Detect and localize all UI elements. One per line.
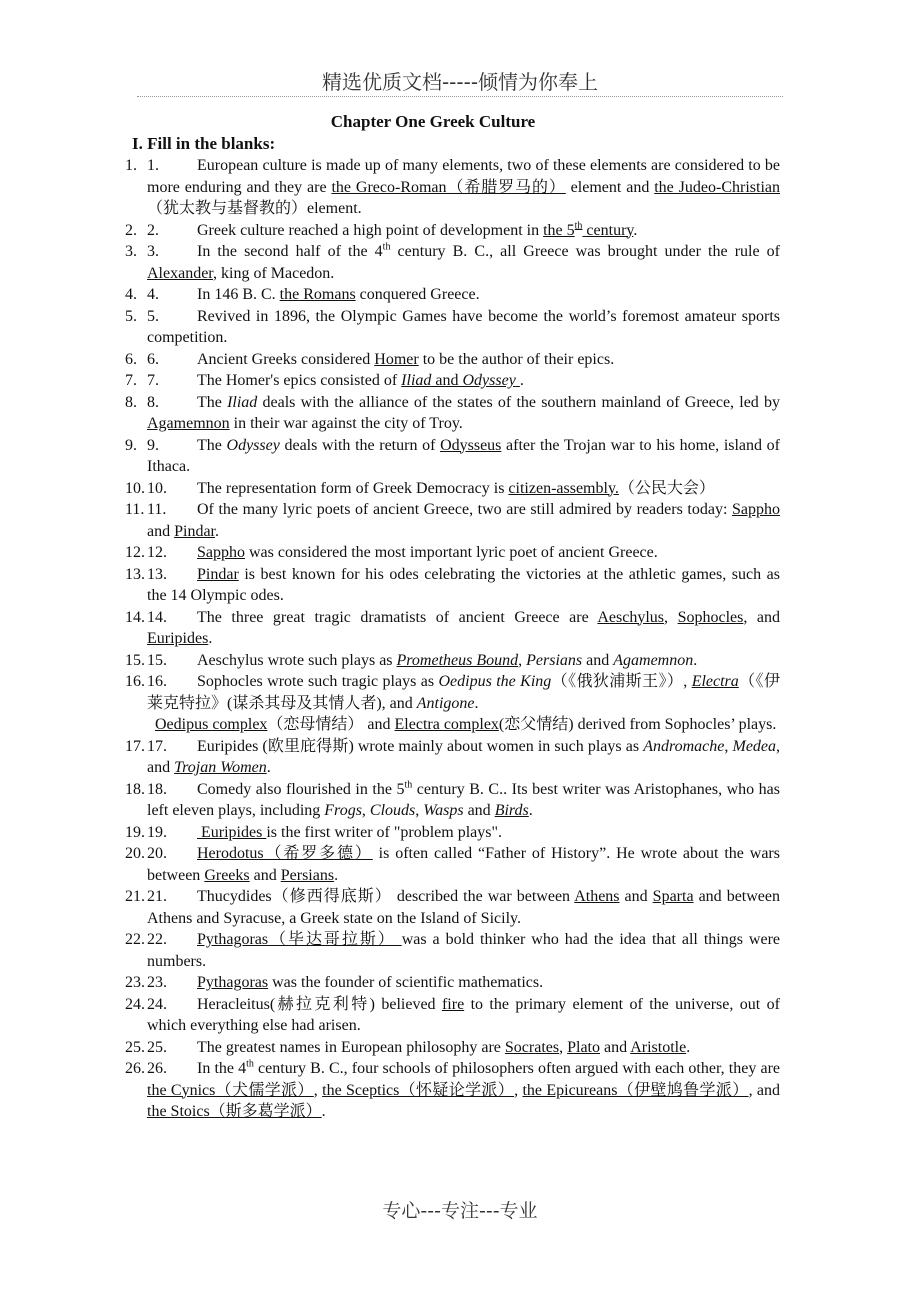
question-text: element and xyxy=(565,178,655,196)
list-marker: 5. xyxy=(125,307,137,325)
question-text: Thucydides（修西得底斯） described the war between xyxy=(197,888,575,905)
question-text: in their war against the city of Troy. xyxy=(229,415,463,432)
answer-text: Alexander xyxy=(147,264,213,282)
question-text: , xyxy=(361,802,370,819)
question-item xyxy=(125,564,780,607)
list-marker: 22. xyxy=(125,931,145,948)
question-item xyxy=(125,392,780,435)
question-number: 23. xyxy=(147,974,167,991)
question-text: and xyxy=(463,802,495,819)
question-text: Sophocles wrote such tragic plays as xyxy=(197,673,439,690)
question-number: 21. xyxy=(147,888,167,905)
question-text: th xyxy=(404,779,413,791)
question-text: conquered Greece. xyxy=(355,286,480,303)
question-text: (恋父情结) derived from Sophocles’ plays. xyxy=(498,716,777,733)
question-text: , xyxy=(313,1081,323,1099)
list-marker: 21. xyxy=(125,888,145,905)
question-text: was a bold thinker who had the idea that all things were numbers. xyxy=(147,931,780,970)
question-text: , king of Macedon. xyxy=(213,264,335,282)
answer-text: Pythagoras xyxy=(197,974,269,991)
question-text: The representation form of Greek Democracy is xyxy=(197,479,509,497)
list-marker: 6. xyxy=(125,350,137,368)
question-text: In 146 B. C. xyxy=(197,286,280,303)
question-text: （《俄狄浦斯王》）, xyxy=(551,673,692,690)
question-text: is best known for his odes celebrating the victories at the athletic games, such as the 14 Olympic odes. xyxy=(147,565,780,604)
answer-text: Socrates xyxy=(504,1038,560,1056)
question-text: The xyxy=(197,393,228,411)
question-text: to the primary element of the universe, out of which everything else had arisen. xyxy=(147,995,780,1034)
question-item xyxy=(125,929,780,972)
question-text: is often called “Father of History”. He wrote about the wars between xyxy=(147,845,780,884)
question-item xyxy=(125,499,780,542)
question-item xyxy=(125,241,780,284)
section-heading: I. Fill in the blanks: xyxy=(132,134,276,153)
question-item xyxy=(125,736,780,779)
list-marker: 8. xyxy=(125,393,137,411)
question-item xyxy=(125,349,780,371)
answer-text: Iliad xyxy=(401,372,432,389)
question-text: The greatest names in European philosophy are xyxy=(197,1038,505,1056)
list-marker: 11. xyxy=(125,501,145,518)
question-text: , xyxy=(518,651,527,669)
page-header: 精选优质文档-----倾情为你奉上 xyxy=(321,70,599,94)
question-item xyxy=(125,886,780,929)
question-item xyxy=(125,1058,780,1123)
question-number: 4. xyxy=(147,286,159,303)
answer-text: the Greco-Roman（希腊罗马的） xyxy=(331,178,566,196)
question-number: 26. xyxy=(147,1060,167,1077)
question-text: , and xyxy=(147,737,781,776)
question-number: 17. xyxy=(147,737,167,755)
question-text: was the founder of scientific mathematics. xyxy=(268,974,544,991)
answer-text: Athens xyxy=(574,888,620,905)
question-number: 13. xyxy=(147,565,167,583)
question-text: （恋母情结） and xyxy=(267,716,395,733)
question-text: Revived in 1896, the Olympic Games have become the world’s foremost amateur sports competition. xyxy=(147,307,780,346)
question-text: deals with the return of xyxy=(279,436,441,454)
question-text: , xyxy=(664,608,678,626)
question-text: Euripides (欧里庇得斯) wrote mainly about women in such plays as xyxy=(197,737,644,755)
question-text: Aeschylus wrote such plays as xyxy=(197,651,397,669)
question-text: . xyxy=(693,651,698,669)
question-text: is the first writer of "problem plays". xyxy=(266,823,503,841)
list-marker: 13. xyxy=(125,565,145,583)
answer-text: Birds xyxy=(494,802,529,819)
question-text: （《伊莱克特拉》(谋杀其母及其情人者), and xyxy=(147,673,780,712)
list-marker: 10. xyxy=(125,479,145,497)
answer-text: the Stoics（斯多葛学派） xyxy=(147,1103,322,1120)
question-text: , and xyxy=(743,608,781,626)
question-text: Greek culture reached a high point of development in xyxy=(197,221,544,239)
question-text: Comedy also flourished in the 5 xyxy=(197,780,405,798)
question-text: . xyxy=(633,221,638,239)
list-marker: 7. xyxy=(125,372,137,389)
question-text: The xyxy=(197,436,227,454)
answer-text: Oedipus complex xyxy=(155,716,268,733)
question-item xyxy=(125,822,780,844)
question-text: （犹太教与基督教的）element. xyxy=(147,200,362,217)
answer-text: Pindar xyxy=(197,565,239,583)
question-text: , xyxy=(724,737,733,755)
question-text: In the second half of the 4 xyxy=(197,243,383,260)
answer-text: the 5 xyxy=(543,221,575,239)
question-item xyxy=(125,1037,780,1059)
header-divider xyxy=(137,96,783,97)
question-list xyxy=(125,155,780,1123)
question-number: 8. xyxy=(147,393,159,411)
question-text: and between Athens and Syracuse, a Greek state on the Island of Sicily. xyxy=(147,888,780,927)
question-text: century B. C., four schools of philosophers often argued with each other, they are xyxy=(253,1060,780,1077)
answer-text: Agamemnon xyxy=(147,415,230,432)
answer-text: Sparta xyxy=(652,888,694,905)
question-item xyxy=(125,284,780,306)
answer-text: the Cynics（犬儒学派） xyxy=(147,1081,314,1099)
question-number: 6. xyxy=(147,350,159,368)
list-marker: 24. xyxy=(125,995,145,1013)
answer-text: citizen-assembly. xyxy=(508,479,619,497)
answer-text: Electra xyxy=(691,673,739,690)
list-marker: 12. xyxy=(125,544,145,561)
question-text: th xyxy=(246,1058,254,1070)
answer-text: th xyxy=(574,220,583,232)
question-number: 12. xyxy=(147,544,167,561)
question-text: and xyxy=(147,522,175,540)
answer-text: century xyxy=(582,221,634,239)
question-text: Agamemnon xyxy=(613,651,694,669)
question-text: . xyxy=(519,372,524,389)
question-text: . xyxy=(266,759,271,776)
answer-text: Plato xyxy=(567,1038,600,1056)
question-continuation xyxy=(147,714,780,736)
list-marker: 23. xyxy=(125,974,145,991)
question-item xyxy=(125,650,780,672)
question-number: 15. xyxy=(147,651,167,669)
question-text: century B. C.. Its best writer was Aristophanes, who has left eleven plays, including xyxy=(147,780,781,819)
question-item xyxy=(125,155,780,220)
question-number: 20. xyxy=(147,845,167,862)
question-text: Ancient Greeks considered xyxy=(197,350,375,368)
answer-text: Greeks xyxy=(204,866,250,884)
answer-text: Odyssey xyxy=(462,372,516,389)
question-item xyxy=(125,478,780,500)
question-number: 14. xyxy=(147,608,167,626)
answer-text: the Judeo-Christian xyxy=(654,178,780,196)
question-item xyxy=(125,779,780,822)
list-marker: 20. xyxy=(125,845,145,862)
list-marker: 3. xyxy=(125,243,137,260)
question-text: Heracleitus(赫拉克利特) believed xyxy=(197,995,442,1013)
question-text: th xyxy=(382,241,391,253)
question-text: Oedipus the King xyxy=(438,673,552,690)
list-marker: 19. xyxy=(125,823,145,841)
question-text: The Homer's epics consisted of xyxy=(197,372,402,389)
question-text: Wasps xyxy=(423,802,464,819)
answer-text: and xyxy=(431,372,463,389)
answer-text: Aeschylus xyxy=(597,608,665,626)
answer-text: Herodotus（希罗多德） xyxy=(197,845,373,862)
question-item xyxy=(125,994,780,1037)
question-text: , xyxy=(514,1081,523,1099)
question-number: 2. xyxy=(147,221,159,239)
answer-text: the Epicureans（伊壁鸠鲁学派） xyxy=(522,1081,749,1099)
answer-text: Pindar xyxy=(174,522,215,540)
answer-text: Aristotle xyxy=(630,1038,687,1056)
question-text: Odyssey xyxy=(226,436,280,454)
question-text: , xyxy=(559,1038,568,1056)
question-number: 19. xyxy=(147,823,167,841)
list-marker: 18. xyxy=(125,780,145,798)
question-text: . xyxy=(686,1038,691,1056)
question-number: 24. xyxy=(147,995,167,1013)
question-text: Medea xyxy=(732,737,777,755)
question-number: 5. xyxy=(147,307,159,325)
question-text: . xyxy=(528,802,533,819)
question-item xyxy=(125,607,780,650)
question-text: Frogs xyxy=(324,802,362,819)
answer-text: Sappho xyxy=(197,544,245,561)
list-marker: 9. xyxy=(125,436,137,454)
question-number: 11. xyxy=(147,501,167,518)
answer-text: fire xyxy=(441,995,465,1013)
question-text: Clouds xyxy=(369,802,416,819)
answer-text: Persians xyxy=(280,866,335,884)
question-text: . xyxy=(215,522,219,540)
question-item xyxy=(125,370,780,392)
question-item xyxy=(125,306,780,349)
question-text: and xyxy=(619,888,653,905)
question-text: century B. C., all Greece was brought under the rule of xyxy=(390,243,781,260)
answer-text: Odysseus xyxy=(440,436,502,454)
question-text: and xyxy=(249,866,281,884)
question-number: 18. xyxy=(147,780,167,798)
answer-text: Homer xyxy=(374,350,419,368)
answer-text: Euripides xyxy=(147,630,209,647)
question-text: deals with the alliance of the states of the southern mainland of Greece, led by xyxy=(257,393,780,411)
question-text: . xyxy=(208,630,213,647)
question-text: and xyxy=(600,1038,631,1056)
question-item xyxy=(125,220,780,242)
question-text: Andromache xyxy=(643,737,725,755)
answer-text: Trojan Women xyxy=(174,759,267,776)
question-number: 3. xyxy=(147,243,159,260)
answer-text: Pythagoras（毕达哥拉斯） xyxy=(197,931,402,948)
question-number: 9. xyxy=(147,436,159,454)
question-text: Of the many lyric poets of ancient Greece, two are still admired by readers today: xyxy=(197,501,732,518)
question-text: and xyxy=(582,651,614,669)
question-text: . xyxy=(334,866,339,884)
question-number: 1. xyxy=(147,157,159,174)
list-marker: 15. xyxy=(125,651,145,669)
question-item xyxy=(125,671,780,736)
question-number: 22. xyxy=(147,931,167,948)
question-text: In the 4 xyxy=(197,1060,247,1077)
document-title: Chapter One Greek Culture xyxy=(330,112,536,131)
answer-text: Sappho xyxy=(732,501,780,518)
question-text: Persians xyxy=(526,651,583,669)
answer-text: Euripides xyxy=(197,823,267,841)
question-text: . xyxy=(321,1103,326,1120)
question-number: 25. xyxy=(147,1038,167,1056)
question-text: European culture is made up of many elements, two of these elements are considered to be more enduring and they are xyxy=(147,157,780,196)
question-text: , and xyxy=(748,1081,781,1099)
list-marker: 2. xyxy=(125,221,137,239)
question-text: to be the author of their epics. xyxy=(418,350,615,368)
question-text: （公民大会） xyxy=(618,479,715,497)
question-item xyxy=(125,972,780,994)
question-item xyxy=(125,435,780,478)
list-marker: 4. xyxy=(125,286,137,303)
question-text: . xyxy=(474,694,479,712)
question-text: , xyxy=(415,802,424,819)
list-marker: 26. xyxy=(125,1060,145,1077)
answer-text: Sophocles xyxy=(677,608,744,626)
question-number: 10. xyxy=(147,479,167,497)
list-marker: 17. xyxy=(125,737,145,755)
answer-text: Prometheus Bound xyxy=(396,651,519,669)
list-marker: 16. xyxy=(125,673,145,690)
page-footer: 专心---专注---专业 xyxy=(382,1200,538,1222)
question-text: was considered the most important lyric poet of ancient Greece. xyxy=(245,544,658,561)
answer-text: the Romans xyxy=(279,286,356,303)
answer-text: Electra complex xyxy=(394,716,499,733)
question-item xyxy=(125,542,780,564)
list-marker: 1. xyxy=(125,157,137,174)
question-text: Iliad xyxy=(227,393,258,411)
question-number: 16. xyxy=(147,673,167,690)
question-item xyxy=(125,843,780,886)
question-text: The three great tragic dramatists of ancient Greece are xyxy=(197,608,598,626)
question-number: 7. xyxy=(147,372,159,389)
list-marker: 25. xyxy=(125,1038,145,1056)
answer-text: the Sceptics（怀疑论学派） xyxy=(322,1081,515,1099)
question-text: after the Trojan war to his home, island of Ithaca. xyxy=(147,436,780,475)
list-marker: 14. xyxy=(125,608,145,626)
question-text: Antigone xyxy=(416,694,475,712)
